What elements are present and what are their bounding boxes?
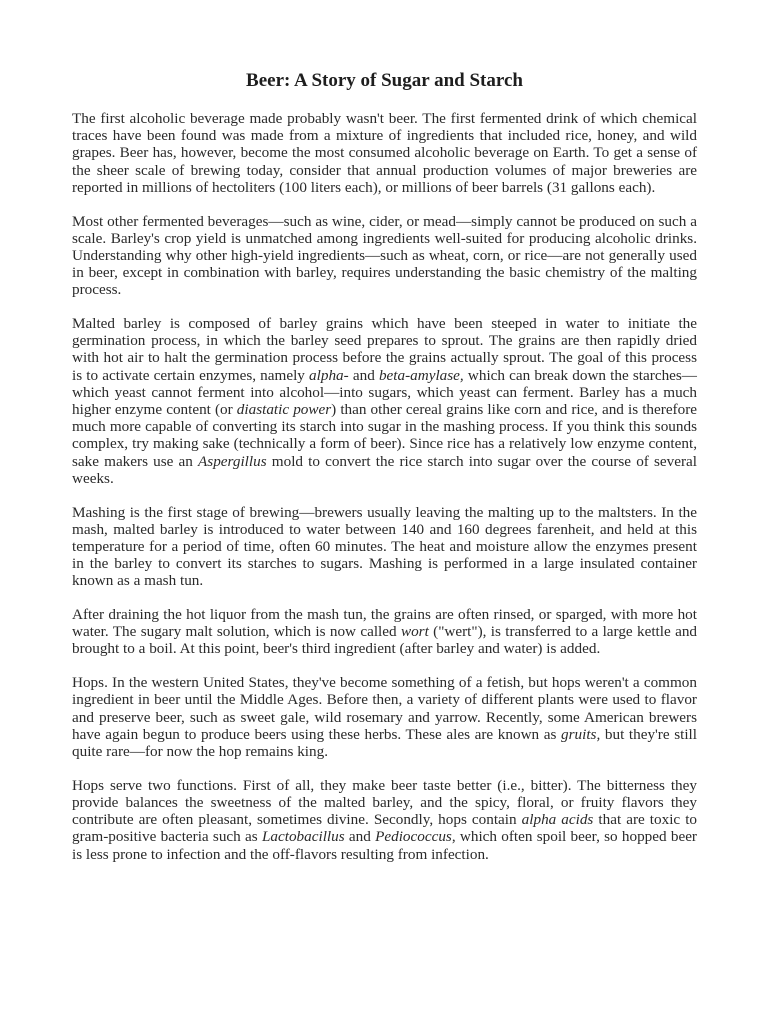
text-run: Most other fermented beverages—such as wine, cider, or mead—simply cannot be produced on such a scale. Barley's crop yield is unmatched among ingredients well-suited for producing alcoholic drinks. Understanding why other high-yield ingredients—such as wheat, corn, or rice—are not generally used in beer, except in combination with barley, requires understanding the basic chemistry of the malting process. [72,212,697,299]
italic-term: diastatic power [236,401,332,419]
text-run: , which often spoil beer, so hopped beer is less prone to infection and the off-flavors resulting from infection. [72,828,697,863]
paragraph-2 [72,213,697,299]
paragraph-3 [72,315,697,487]
document-body [72,110,697,863]
text-run: After draining the hot liquor from the mash tun, the grains are often rinsed, or sparged, with more hot water. The sugary malt solution, which is now called [72,606,697,641]
text-run: and [344,828,376,846]
paragraph-1 [72,110,697,196]
text-run: Malted barley is composed of barley grains which have been steeped in water to initiate the germination process, in which the barley seed prepares to sprout. The grains are then rapidly dried with hot air to halt the germination process before the grains actually sprout. The goal of this process is to activate certain enzymes, namely [72,315,697,384]
text-run: and [348,366,379,384]
text-run: mold to convert the rice starch into sugar over the course of several weeks. [72,452,697,487]
italic-term: wort [400,623,429,641]
italic-term: beta-amylase, [378,366,464,384]
text-run: but they're still quite rare—for now the hop remains king. [72,725,697,760]
paragraph-6 [72,674,697,760]
text-run: which can break down the starches—which yeast cannot ferment into alcohol—into sugars, which yeast can ferment. Barley has a much higher enzyme content (or [72,366,697,419]
text-run: that are toxic to gram-positive bacteria such as [72,811,698,846]
document-title: Beer: A Story of Sugar and Starch [246,70,523,91]
italic-term: alpha- [309,366,349,384]
italic-term: Aspergillus [198,452,267,470]
italic-term: alpha acids [521,811,594,829]
paragraph-7 [72,777,697,863]
paragraph-5 [72,606,697,658]
text-run: The first alcoholic beverage made probably wasn't beer. The first fermented drink of which chemical traces have been found was made from a mixture of ingredients that included rice, honey, and wild grapes. Beer has, however, become the most consumed alcoholic beverage on Earth. To get a sense of the sheer scale of brewing today, consider that annual production volumes of major breweries are reported in millions of hectoliters (100 liters each), or millions of beer barrels (31 gallons each). [72,110,697,196]
text-run: ("wert"), is transferred to a large kettle and brought to a boil. At this point, beer's third ingredient (after barley and water) is added. [72,623,698,658]
text-run: Hops. In the western United States, they've become something of a fetish, but hops weren't a common ingredient in beer until the Middle Ages. Before then, a variety of different plants were used to flavor and preserve beer, such as sweet gale, wild rosemary and yarrow. Recently, some American brewers have again begun to produce beers using these herbs. These ales are known as [72,674,697,743]
text-run: Hops serve two functions. First of all, they make beer taste better (i.e., bitter). The bitterness they provide balances the sweetness of the malted barley, and the spicy, floral, or fruity flavors they contribute are often pleasant, sometimes divine. Secondly, hops contain [72,776,697,829]
document-page [72,70,697,879]
italic-term: gruits, [561,725,601,743]
italic-term: Lactobacillus [261,828,345,846]
text-run: ) than other cereal grains like corn and rice, and is therefore much more capable of converting its starch into sugar in the mashing process. If you think this sounds complex, try making sake (technically a form of beer). Since rice has a relatively low enzyme content, sake makers use an [72,401,698,470]
text-run: Mashing is the first stage of brewing—brewers usually leaving the malting up to the maltsters. In the mash, malted barley is introduced to water between 140 and 160 degrees farenheit, and held at this temperature for a period of time, often 60 minutes. The heat and moisture allow the enzymes present in the barley to convert its starches to sugars. Mashing is performed in a large insulated container known as a mash tun. [72,503,697,590]
paragraph-4 [72,504,697,590]
italic-term: Pediococcus [375,828,452,846]
